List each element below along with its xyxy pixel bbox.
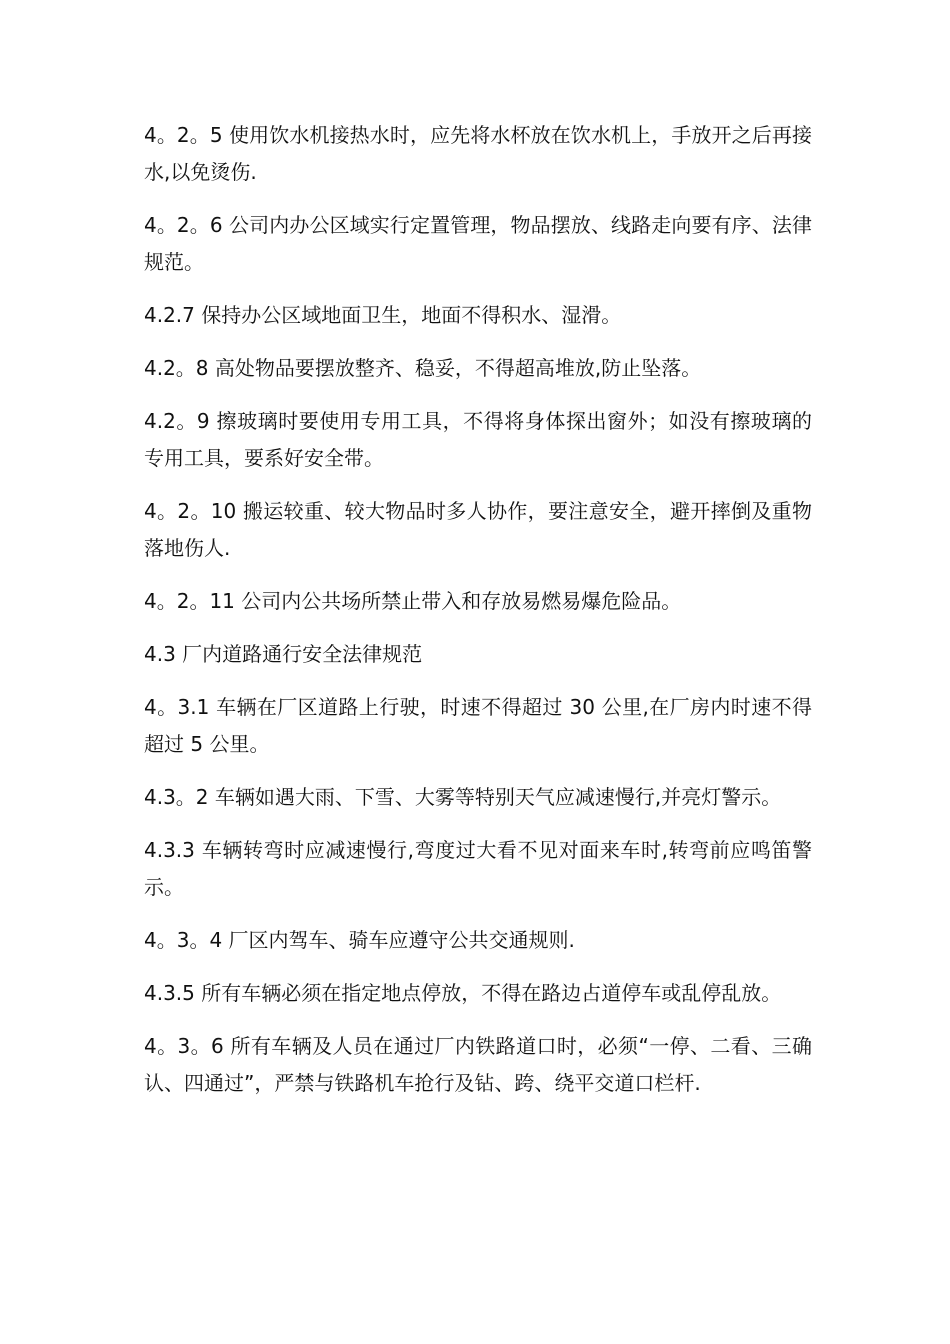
paragraph-4-3-5: 4.3.5 所有车辆必须在指定地点停放，不得在路边占道停车或乱停乱放。 xyxy=(144,981,782,1005)
paragraph-4-2-7: 4.2.7 保持办公区域地面卫生，地面不得积水、湿滑。 xyxy=(144,303,622,327)
paragraph-4-3-6: 4。3。6 所有车辆及人员在通过厂内铁路道口时，必须“一停、二看、三确认、四通过”，严禁与铁路机车抢行及钻、跨、绕平交道口栏杆. xyxy=(144,1034,812,1095)
section-heading-4-3: 4.3 厂内道路通行安全法律规范 xyxy=(144,642,423,666)
paragraph-4-2-11: 4。2。11 公司内公共场所禁止带入和存放易燃易爆危险品。 xyxy=(144,589,682,613)
paragraph-4-3-2: 4.3。2 车辆如遇大雨、下雪、大雾等特别天气应减速慢行,并亮灯警示。 xyxy=(144,785,782,809)
paragraph-4-3-4: 4。3。4 厂区内驾车、骑车应遵守公共交通规则. xyxy=(144,928,575,952)
paragraph-4-2-10: 4。2。10 搬运较重、较大物品时多人协作，要注意安全，避开摔倒及重物落地伤人. xyxy=(144,499,812,560)
paragraph-4-3-1: 4。3.1 车辆在厂区道路上行驶，时速不得超过 30 公里,在厂房内时速不得超过 5 公里。 xyxy=(144,695,812,756)
paragraph-4-2-9: 4.2。9 擦玻璃时要使用专用工具，不得将身体探出窗外；如没有擦玻璃的专用工具，要系好安全带。 xyxy=(144,409,812,470)
paragraph-4-2-5: 4。2。5 使用饮水机接热水时，应先将水杯放在饮水机上，手放开之后再接水,以免烫伤. xyxy=(144,123,812,184)
document-body xyxy=(144,117,812,1118)
paragraph-4-3-3: 4.3.3 车辆转弯时应减速慢行,弯度过大看不见对面来车时,转弯前应鸣笛警示。 xyxy=(144,838,812,899)
paragraph-4-2-8: 4.2。8 高处物品要摆放整齐、稳妥，不得超高堆放,防止坠落。 xyxy=(144,356,702,380)
paragraph-4-2-6: 4。2。6 公司内办公区域实行定置管理，物品摆放、线路走向要有序、法律规范。 xyxy=(144,213,812,274)
